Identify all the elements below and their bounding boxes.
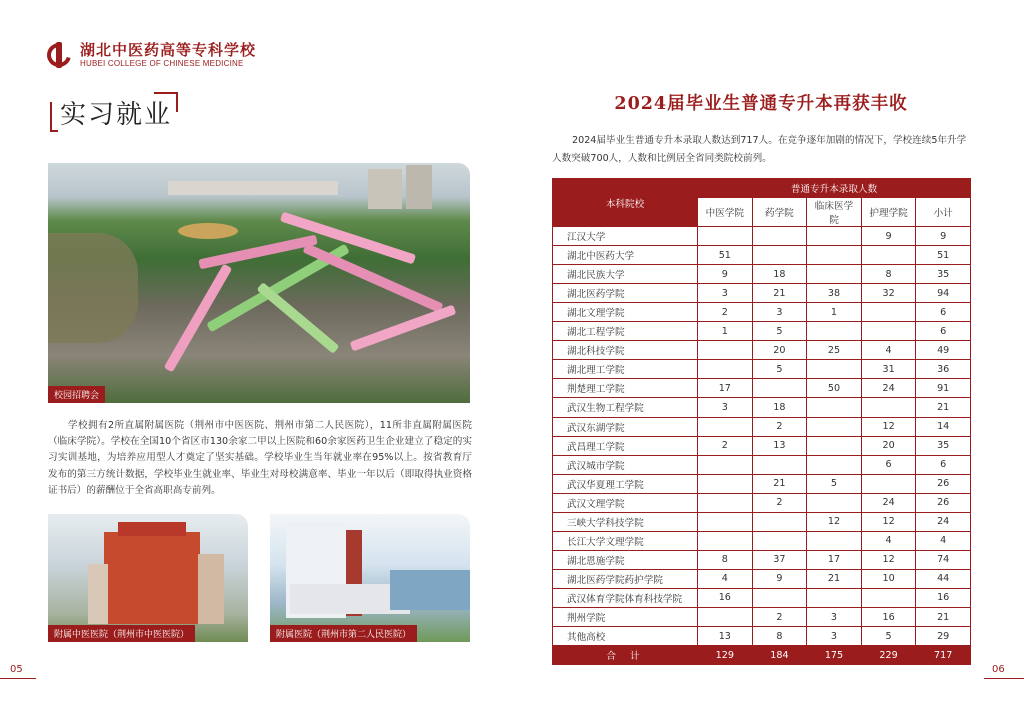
school-cell: 湖北医药学院	[553, 284, 698, 303]
table-row	[553, 322, 971, 341]
table-row	[553, 627, 971, 646]
table-row	[553, 512, 971, 531]
count-cell: 3	[698, 398, 753, 417]
school-cell: 三峡大学科技学院	[553, 512, 698, 531]
admission-group-header: 普通专升本录取人数	[698, 179, 971, 198]
count-cell	[698, 227, 753, 246]
school-cell: 武汉生物工程学院	[553, 398, 698, 417]
table-row	[553, 379, 971, 398]
count-cell: 20	[861, 436, 916, 455]
count-cell	[861, 303, 916, 322]
school-cell: 长江大学文理学院	[553, 531, 698, 550]
count-cell: 2	[752, 607, 807, 626]
count-cell: 2	[698, 303, 753, 322]
column-header: 小计	[916, 198, 971, 227]
table-row	[553, 550, 971, 569]
count-cell: 37	[752, 550, 807, 569]
count-cell	[807, 360, 862, 379]
count-cell: 26	[916, 474, 971, 493]
footer-rule-left	[0, 678, 36, 679]
table-row	[553, 265, 971, 284]
count-cell: 50	[807, 379, 862, 398]
count-cell: 12	[861, 417, 916, 436]
count-cell: 6	[916, 455, 971, 474]
count-cell: 74	[916, 550, 971, 569]
count-cell: 4	[916, 531, 971, 550]
school-cell: 其他高校	[553, 627, 698, 646]
count-cell: 9	[916, 227, 971, 246]
count-cell	[807, 531, 862, 550]
school-cell: 武汉体育学院体育科技学院	[553, 588, 698, 607]
count-cell: 2	[698, 436, 753, 455]
column-header: 护理学院	[861, 198, 916, 227]
section-title	[50, 92, 178, 134]
total-cell: 717	[916, 646, 971, 665]
count-cell: 5	[752, 360, 807, 379]
count-cell	[861, 246, 916, 265]
count-cell: 6	[916, 322, 971, 341]
school-cell: 湖北民族大学	[553, 265, 698, 284]
count-cell: 29	[916, 627, 971, 646]
total-cell: 184	[752, 646, 807, 665]
count-cell: 3	[698, 284, 753, 303]
count-cell: 24	[916, 512, 971, 531]
count-cell: 6	[916, 303, 971, 322]
count-cell: 8	[861, 265, 916, 284]
count-cell: 94	[916, 284, 971, 303]
upgrade-title: 2024届毕业生普通专升本再获丰收	[614, 94, 908, 114]
count-cell: 14	[916, 417, 971, 436]
count-cell	[698, 493, 753, 512]
count-cell: 3	[807, 627, 862, 646]
table-row	[553, 569, 971, 588]
count-cell: 35	[916, 436, 971, 455]
count-cell: 49	[916, 341, 971, 360]
internship-paragraph: 学校拥有2所直属附属医院（荆州市中医医院、荆州市第二人民医院），11所非直属附属医院（临床学院）。学校在全国10个省区市130余家二甲以上医院和60余家医药卫生企业建立了稳定的实习实训基地，为培养应用型人才奠定了坚实基础。学校毕业生当年就业率在95%以上。按省教育厅发布的第三方统计数据，学校毕业生就业率、毕业生对母校满意率、毕业一年以后（即取得执业资格证书后）的薪酬位于全省高职高专前列。	[48, 420, 472, 496]
count-cell: 20	[752, 341, 807, 360]
count-cell: 21	[752, 474, 807, 493]
total-cell: 229	[861, 646, 916, 665]
count-cell: 1	[807, 303, 862, 322]
table-row	[553, 474, 971, 493]
table-row	[553, 227, 971, 246]
count-cell: 5	[752, 322, 807, 341]
second-hospital-photo	[270, 514, 470, 642]
count-cell: 3	[752, 303, 807, 322]
count-cell: 91	[916, 379, 971, 398]
count-cell	[861, 588, 916, 607]
school-name-cn: 湖北中医药高等专科学校	[80, 40, 257, 59]
job-fair-caption: 校园招聘会	[48, 386, 105, 403]
school-cell: 武汉城市学院	[553, 455, 698, 474]
count-cell: 38	[807, 284, 862, 303]
count-cell	[807, 493, 862, 512]
count-cell: 51	[916, 246, 971, 265]
count-cell: 35	[916, 265, 971, 284]
school-cell: 荆楚理工学院	[553, 379, 698, 398]
count-cell: 13	[698, 627, 753, 646]
count-cell: 12	[861, 550, 916, 569]
total-cell: 175	[807, 646, 862, 665]
column-header: 临床医学院	[807, 198, 862, 227]
school-cell: 湖北文理学院	[553, 303, 698, 322]
table-row	[553, 436, 971, 455]
table-row	[553, 493, 971, 512]
count-cell: 4	[698, 569, 753, 588]
school-cell: 湖北工程学院	[553, 322, 698, 341]
count-cell: 26	[916, 493, 971, 512]
count-cell: 3	[807, 607, 862, 626]
column-header: 中医学院	[698, 198, 753, 227]
count-cell: 12	[861, 512, 916, 531]
tcm-hospital-caption: 附属中医医院（荆州市中医医院）	[48, 625, 195, 642]
count-cell: 18	[752, 265, 807, 284]
school-cell: 武汉文理学院	[553, 493, 698, 512]
count-cell: 16	[916, 588, 971, 607]
school-name-en: HUBEI COLLEGE OF CHINESE MEDICINE	[80, 58, 244, 68]
school-cell: 湖北科技学院	[553, 341, 698, 360]
count-cell: 51	[698, 246, 753, 265]
count-cell: 8	[698, 550, 753, 569]
count-cell	[752, 531, 807, 550]
count-cell	[807, 398, 862, 417]
table-row	[553, 303, 971, 322]
count-cell	[698, 360, 753, 379]
count-cell	[698, 531, 753, 550]
count-cell	[698, 455, 753, 474]
count-cell: 1	[698, 322, 753, 341]
school-cell: 湖北中医药大学	[553, 246, 698, 265]
school-cell: 武汉东湖学院	[553, 417, 698, 436]
count-cell	[807, 246, 862, 265]
table-row	[553, 531, 971, 550]
count-cell	[861, 474, 916, 493]
count-cell	[807, 227, 862, 246]
count-cell: 9	[861, 227, 916, 246]
count-cell: 16	[861, 607, 916, 626]
table-row	[553, 417, 971, 436]
school-cell: 荆州学院	[553, 607, 698, 626]
count-cell: 21	[807, 569, 862, 588]
count-cell: 4	[861, 341, 916, 360]
school-cell: 武汉华夏理工学院	[553, 474, 698, 493]
count-cell	[698, 474, 753, 493]
count-cell	[752, 512, 807, 531]
count-cell	[752, 455, 807, 474]
count-cell: 8	[752, 627, 807, 646]
page-number-right: 06	[992, 664, 1005, 675]
count-cell	[861, 322, 916, 341]
count-cell: 5	[861, 627, 916, 646]
count-cell	[807, 588, 862, 607]
count-cell: 24	[861, 493, 916, 512]
table-row	[553, 360, 971, 379]
count-cell: 6	[861, 455, 916, 474]
count-cell: 21	[752, 284, 807, 303]
admission-table	[552, 178, 971, 665]
total-label: 合计	[553, 646, 698, 665]
table-row	[553, 607, 971, 626]
total-cell: 129	[698, 646, 753, 665]
count-cell	[698, 341, 753, 360]
count-cell: 21	[916, 607, 971, 626]
count-cell: 9	[698, 265, 753, 284]
count-cell: 18	[752, 398, 807, 417]
count-cell: 10	[861, 569, 916, 588]
school-column-header: 本科院校	[553, 179, 698, 227]
count-cell: 4	[861, 531, 916, 550]
table-row	[553, 284, 971, 303]
column-header: 药学院	[752, 198, 807, 227]
count-cell: 25	[807, 341, 862, 360]
school-cell: 江汉大学	[553, 227, 698, 246]
count-cell	[807, 322, 862, 341]
table-row	[553, 455, 971, 474]
job-fair-photo	[48, 163, 470, 403]
count-cell: 2	[752, 417, 807, 436]
count-cell: 44	[916, 569, 971, 588]
tcm-hospital-photo	[48, 514, 248, 642]
count-cell: 17	[807, 550, 862, 569]
count-cell: 36	[916, 360, 971, 379]
table-row	[553, 398, 971, 417]
second-hospital-caption: 附属医院（荆州市第二人民医院）	[270, 625, 417, 642]
upgrade-intro: 2024届毕业生普通专升本录取人数达到717人。在竞争逐年加剧的情况下，学校连续5年升学人数突破700人，人数和比例居全省同类院校前列。	[552, 135, 967, 164]
school-cell: 湖北医药学院药护学院	[553, 569, 698, 588]
count-cell	[752, 246, 807, 265]
count-cell	[807, 436, 862, 455]
school-logo	[44, 40, 256, 70]
count-cell: 2	[752, 493, 807, 512]
count-cell: 12	[807, 512, 862, 531]
count-cell: 16	[698, 588, 753, 607]
count-cell	[698, 607, 753, 626]
count-cell	[807, 417, 862, 436]
count-cell	[807, 265, 862, 284]
count-cell	[752, 379, 807, 398]
count-cell: 13	[752, 436, 807, 455]
count-cell	[698, 512, 753, 531]
total-row	[553, 646, 971, 665]
section-title-text: 实习就业	[60, 100, 173, 130]
table-row	[553, 341, 971, 360]
school-emblem-icon	[44, 40, 74, 70]
count-cell	[752, 588, 807, 607]
count-cell: 21	[916, 398, 971, 417]
count-cell: 32	[861, 284, 916, 303]
table-row	[553, 588, 971, 607]
page-number-left: 05	[10, 664, 23, 675]
count-cell	[861, 398, 916, 417]
count-cell: 9	[752, 569, 807, 588]
table-row	[553, 246, 971, 265]
count-cell: 31	[861, 360, 916, 379]
footer-rule-right	[984, 678, 1024, 679]
count-cell	[698, 417, 753, 436]
school-cell: 湖北理工学院	[553, 360, 698, 379]
school-cell: 武昌理工学院	[553, 436, 698, 455]
count-cell	[752, 227, 807, 246]
count-cell	[807, 455, 862, 474]
school-cell: 湖北恩施学院	[553, 550, 698, 569]
count-cell: 24	[861, 379, 916, 398]
count-cell: 17	[698, 379, 753, 398]
count-cell: 5	[807, 474, 862, 493]
